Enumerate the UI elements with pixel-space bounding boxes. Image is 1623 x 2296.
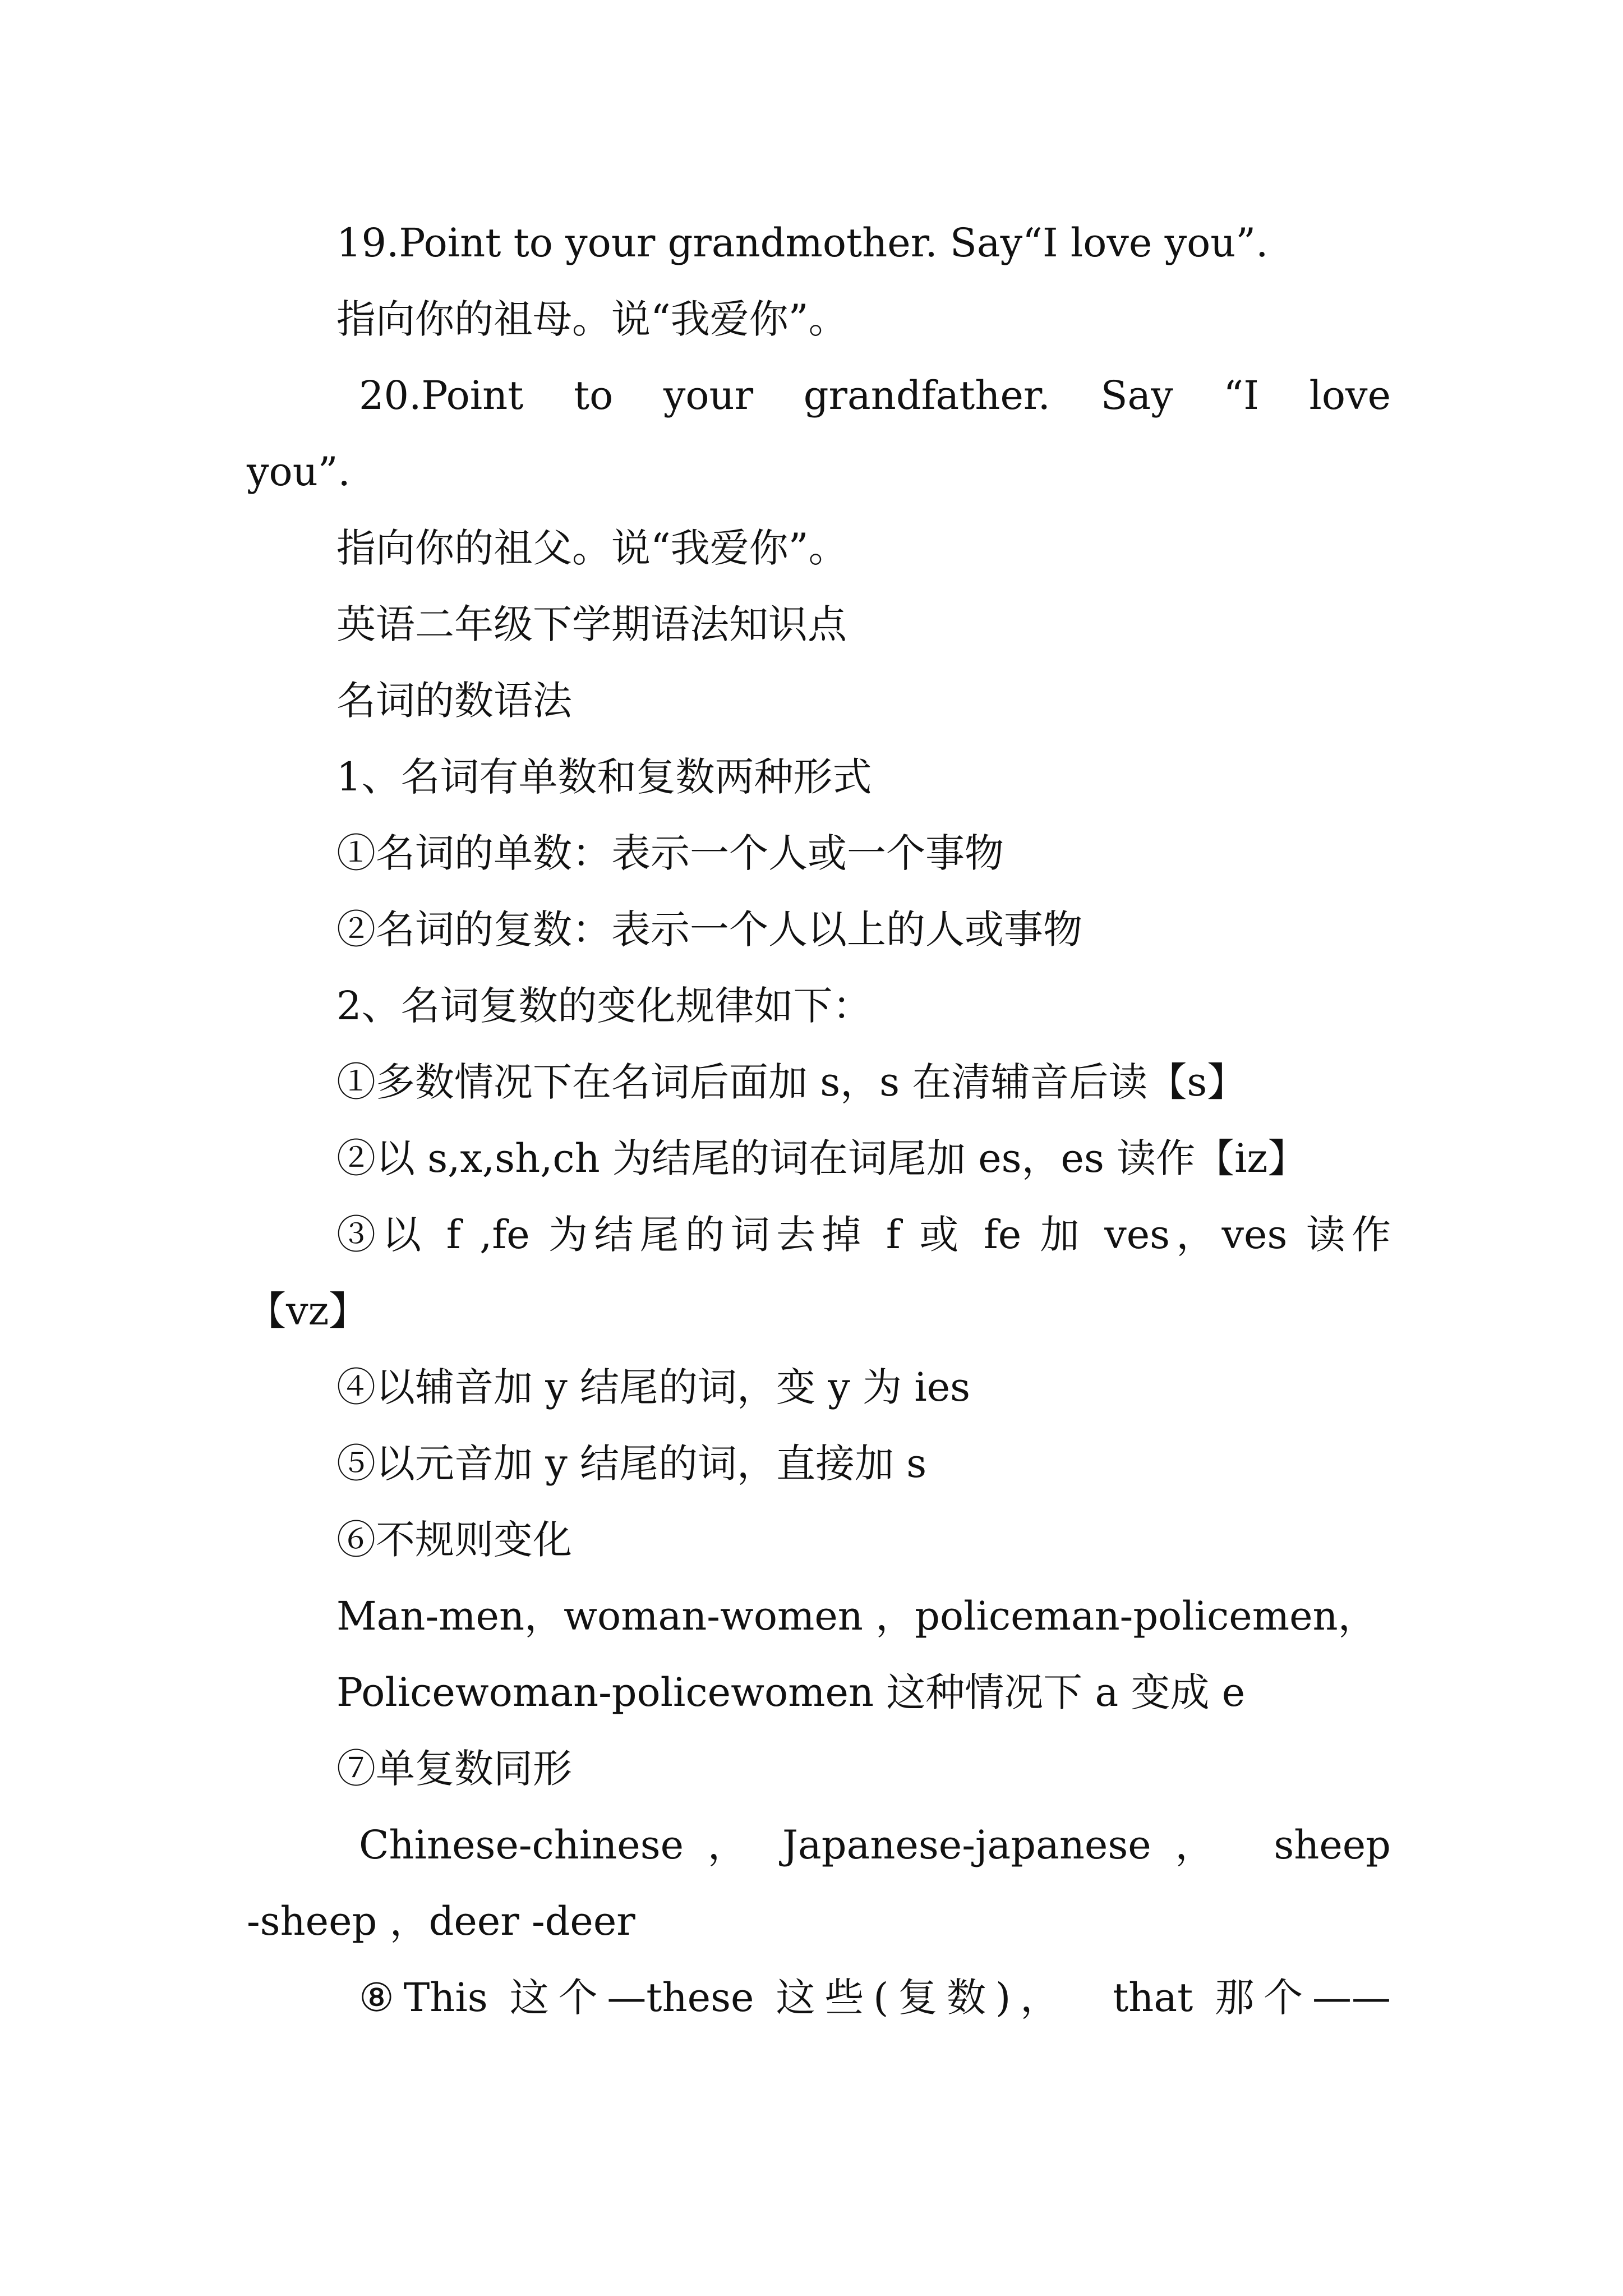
text-line-19-english: 19.Point to your grandmother. Say“I love you”.	[336, 220, 1269, 266]
text-line-rule-1: ①多数情况下在名词后面加 s，s 在清辅音后读【s】	[336, 1059, 1247, 1105]
text-line-20-english: 20.Point to your grandfather. Say “I love	[359, 372, 1391, 418]
text-line-rule-4: ④以辅音加 y 结尾的词，变 y 为 ies	[336, 1364, 971, 1410]
text-line-rule-3-continued: 【vz】	[247, 1288, 368, 1334]
text-line-rule-7: ⑦单复数同形	[336, 1746, 572, 1792]
text-line-rule-6: ⑥不规则变化	[336, 1517, 572, 1563]
text-line-20-chinese: 指向你的祖父。说“我爱你”。	[336, 525, 848, 571]
text-line-same-form-examples: Chinese-chinese ， Japanese-japanese ， sheep	[359, 1822, 1391, 1868]
text-line-point-2: 2、名词复数的变化规律如下：	[336, 983, 872, 1029]
text-line-rule-8: ⑧This 这个—these 这些(复数)， that 那个——	[359, 1975, 1391, 2021]
text-line-rule-5: ⑤以元音加 y 结尾的词，直接加 s	[336, 1441, 927, 1487]
text-line-19-chinese: 指向你的祖母。说“我爱你”。	[336, 296, 848, 342]
text-line-rule-2: ②以 s,x,sh,ch 为结尾的词在词尾加 es，es 读作【iz】	[336, 1135, 1307, 1181]
text-line-irregular-examples: Man-men，woman-women ，policeman-policemen，	[336, 1593, 1377, 1639]
text-line-20-english-continued: you”.	[247, 449, 351, 495]
text-line-rule-3: ③以 f ,fe 为结尾的词去掉 f 或 fe 加 ves，ves 读作	[336, 1212, 1391, 1258]
text-line-point-1: 1、名词有单数和复数两种形式	[336, 754, 872, 800]
text-line-plural: ②名词的复数：表示一个人以上的人或事物	[336, 907, 1082, 953]
text-line-singular: ①名词的单数：表示一个人或一个事物	[336, 830, 1004, 876]
text-line-same-form-continued: -sheep ，deer -deer	[247, 1898, 635, 1944]
section-heading-grammar: 英语二年级下学期语法知识点	[336, 601, 847, 647]
subheading-noun-number: 名词的数语法	[336, 678, 572, 724]
text-line-irregular-note: Policewoman-policewomen 这种情况下 a 变成 e	[336, 1669, 1246, 1715]
